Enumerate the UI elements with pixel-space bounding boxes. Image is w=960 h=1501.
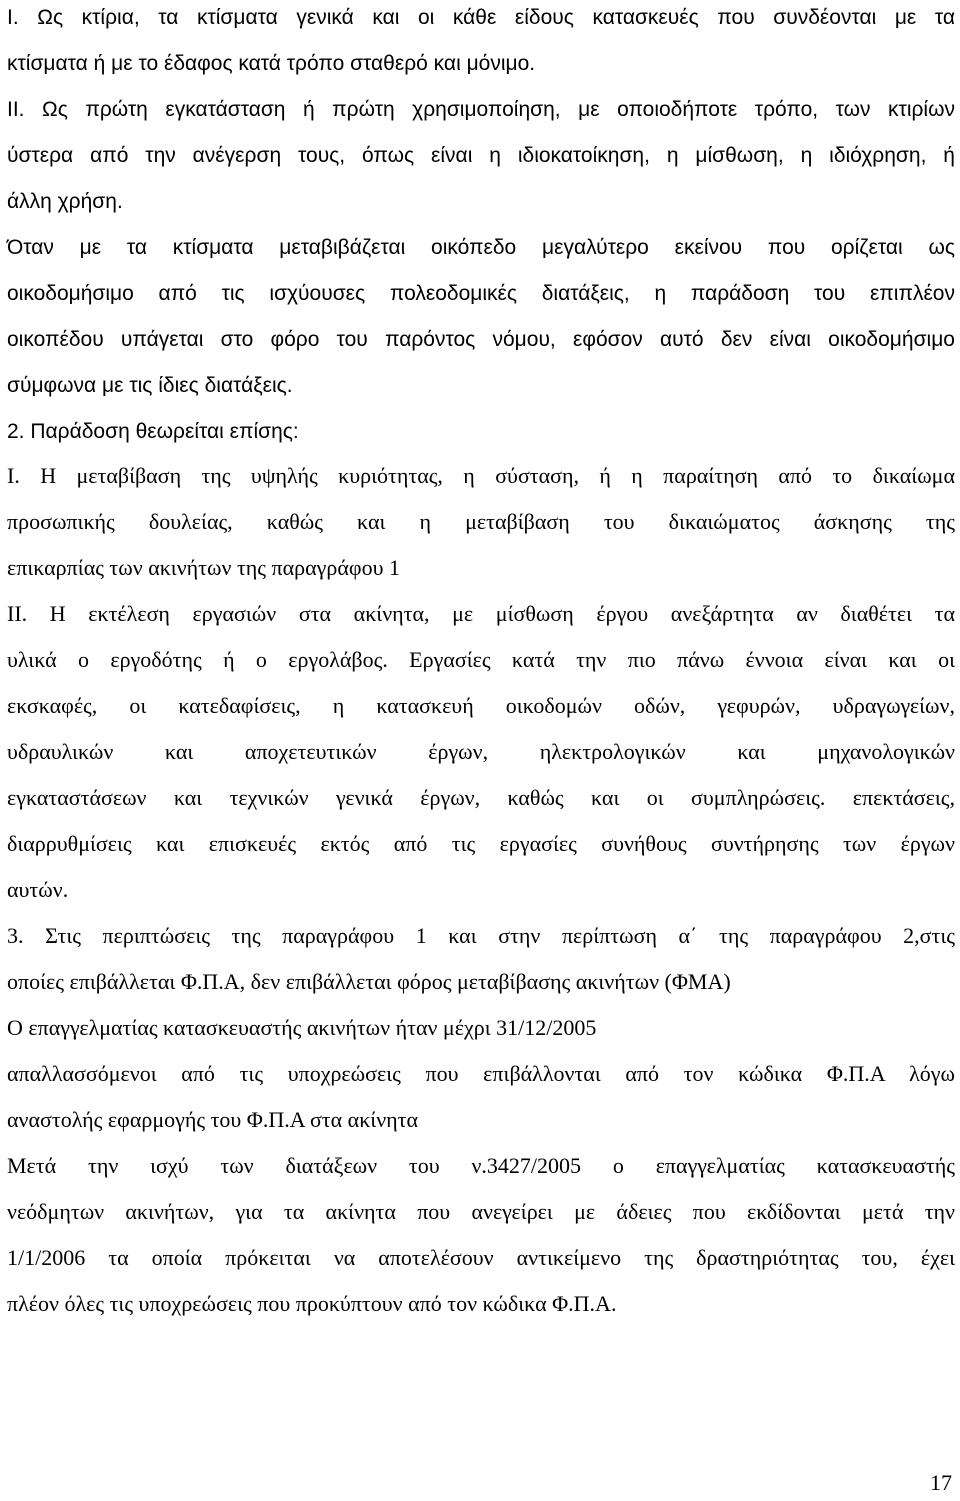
text-line: πλέον όλες τις υποχρεώσεις που προκύπτουν από τον κώδικα Φ.Π.Α. bbox=[7, 1291, 617, 1316]
text-line: Ο επαγγελματίας κατασκευαστής ακινήτων ήταν μέχρι 31/12/2005 bbox=[7, 1015, 597, 1040]
text-line: εκσκαφές, οι κατεδαφίσεις, η κατασκευή οικοδομών οδών, γεφυρών, υδραγωγείων, bbox=[7, 693, 955, 718]
text-line: οικοδομήσιμο από τις ισχύουσες πολεοδομικές διατάξεις, η παράδοση του επιπλέον bbox=[7, 282, 955, 305]
text-line: ύστερα από την ανέγερση τους, όπως είναι η ιδιοκατοίκηση, η μίσθωση, η ιδιόχρηση, ή bbox=[7, 144, 955, 167]
text-line: αυτών. bbox=[7, 877, 69, 902]
text-line: άλλη χρήση. bbox=[7, 190, 123, 213]
text-line: υδραυλικών και αποχετευτικών έργων, ηλεκτρολογικών και μηχανολογικών bbox=[7, 739, 955, 764]
text-line: υλικά ο εργοδότης ή ο εργολάβος. Εργασίες κατά την πιο πάνω έννοια είναι και οι bbox=[7, 647, 955, 672]
page-number: 17 bbox=[930, 1470, 952, 1495]
text-line: οικοπέδου υπάγεται στο φόρο του παρόντος νόμου, εφόσον αυτό δεν είναι οικοδομήσιμο bbox=[7, 328, 955, 351]
text-line: οποίες επιβάλλεται Φ.Π.Α, δεν επιβάλλεται φόρος μεταβίβασης ακινήτων (ΦΜΑ) bbox=[7, 969, 731, 994]
text-line: κτίσματα ή με το έδαφος κατά τρόπο σταθερό και μόνιμο. bbox=[7, 52, 536, 75]
text-line: εγκαταστάσεων και τεχνικών γενικά έργων, καθώς και οι συμπληρώσεις. επεκτάσεις, bbox=[7, 785, 955, 810]
text-line: II. Ως πρώτη εγκατάσταση ή πρώτη χρησιμοποίηση, με οποιοδήποτε τρόπο, των κτιρίων bbox=[7, 98, 955, 121]
section-heading: 2. Παράδοση θεωρείται επίσης: bbox=[7, 420, 299, 443]
text-line: Όταν με τα κτίσματα μεταβιβάζεται οικόπεδο μεγαλύτερο εκείνου που ορίζεται ως bbox=[7, 236, 955, 259]
text-line: απαλλασσόμενοι από τις υποχρεώσεις που επιβάλλονται από τον κώδικα Φ.Π.Α λόγω bbox=[7, 1061, 955, 1086]
text-line: προσωπικής δουλείας, καθώς και η μεταβίβαση του δικαιώματος άσκησης της bbox=[7, 509, 955, 534]
text-line: Ι. Η μεταβίβαση της υψηλής κυριότητας, η σύσταση, ή η παραίτηση από το δικαίωμα bbox=[7, 463, 955, 488]
text-line: αναστολής εφαρμογής του Φ.Π.Α στα ακίνητα bbox=[7, 1107, 419, 1132]
text-line: επικαρπίας των ακινήτων της παραγράφου 1 bbox=[7, 555, 400, 580]
text-line: I. Ως κτίρια, τα κτίσματα γενικά και οι κάθε είδους κατασκευές που συνδέονται με τα bbox=[7, 6, 955, 29]
text-line: σύμφωνα με τις ίδιες διατάξεις. bbox=[7, 374, 293, 397]
text-line: 3. Στις περιπτώσεις της παραγράφου 1 και στην περίπτωση α΄ της παραγράφου 2,στις bbox=[7, 923, 955, 948]
text-line: νεόδμητων ακινήτων, για τα ακίνητα που ανεγείρει με άδειες που εκδίδονται μετά την bbox=[7, 1199, 955, 1224]
text-line: Μετά την ισχύ των διατάξεων του ν.3427/2005 ο επαγγελματίας κατασκευαστής bbox=[7, 1153, 955, 1178]
text-line: ΙΙ. Η εκτέλεση εργασιών στα ακίνητα, με μίσθωση έργου ανεξάρτητα αν διαθέτει τα bbox=[7, 601, 955, 626]
text-line: 1/1/2006 τα οποία πρόκειται να αποτελέσουν αντικείμενο της δραστηριότητας του, έχει bbox=[7, 1245, 955, 1270]
text-line: διαρρυθμίσεις και επισκευές εκτός από τις εργασίες συνήθους συντήρησης των έργων bbox=[7, 831, 955, 856]
